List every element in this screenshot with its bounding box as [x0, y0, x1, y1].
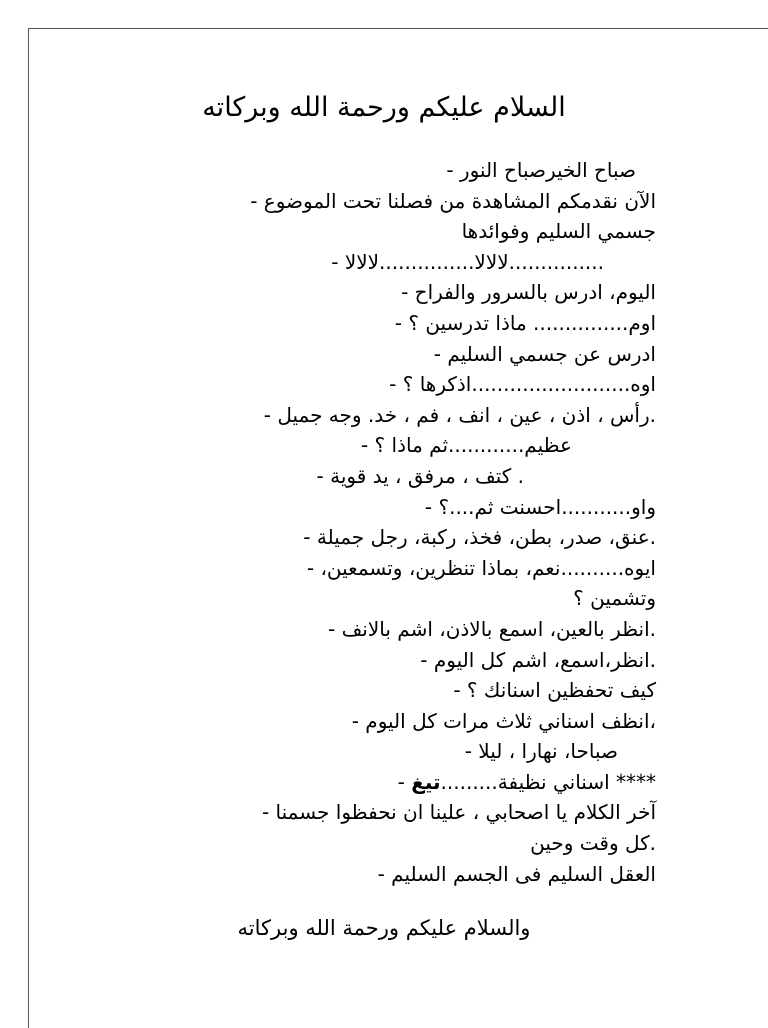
text-line: .عنق، صدر، بطن، فخذ، ركبة، رجل جميلة - [303, 525, 656, 550]
text-line: اوم............... ماذا تدرسين ؟ - [394, 310, 656, 335]
text-line: العقل السليم فى الجسم السليم - [377, 861, 656, 886]
text-fragment: - [397, 769, 412, 794]
text-line: عظيم............ثم ماذا ؟ - [360, 433, 572, 458]
text-line: ايوه..........نعم، بماذا تنظرين، وتسمعين، - [306, 555, 656, 580]
text-line: جسمي السليم وفوائدها [461, 219, 656, 244]
text-line: ،انظف اسناني ثلاث مرات كل اليوم - [351, 708, 656, 733]
text-line: .رأس ، اذن ، عين ، انف ، فم ، خد. وجه جميل - [263, 402, 656, 427]
text-line: الآن نقدمكم المشاهدة من فصلنا تحت الموضوع - [250, 188, 656, 213]
text-line: .كل وقت وحين [530, 831, 656, 856]
document-body [116, 155, 656, 889]
text-line: ...............لالالا...............لالالا - [331, 249, 604, 274]
text-line: . كتف ، مرفق ، يد قوية - [316, 463, 524, 488]
text-line: .انظر بالعين، اسمع بالاذن، اشم بالانف - [328, 616, 656, 641]
text-line: واو...........احسنت ثم....؟ - [424, 494, 656, 519]
text-fragment: **** اسناني نظيفة......... [440, 769, 656, 794]
text-line: كيف تحفظين اسنانك ؟ - [453, 678, 656, 703]
text-line: صباحا، نهارا ، ليلا - [464, 739, 618, 764]
text-line: آخر الكلام يا اصحابي ، علينا ان نحفظوا جسمنا - [261, 800, 656, 825]
closing-greeting: والسلام عليكم ورحمة الله وبركاته [237, 916, 531, 940]
text-line: اوه.........................اذكرها ؟ - [389, 372, 656, 397]
text-line: وتشمين ؟ [573, 586, 656, 611]
text-line: ادرس عن جسمي السليم - [433, 341, 656, 366]
text-line-emphasis [116, 767, 656, 798]
bold-word: تيغ [411, 769, 441, 794]
text-line: .انظر،اسمع، اشم كل اليوم - [420, 647, 656, 672]
document-title: السلام عليكم ورحمة الله وبركاته [202, 92, 566, 123]
text-line: صباح الخيرصباح النور - [446, 158, 636, 182]
text-line: اليوم، ادرس بالسرور والفراح - [401, 280, 656, 305]
